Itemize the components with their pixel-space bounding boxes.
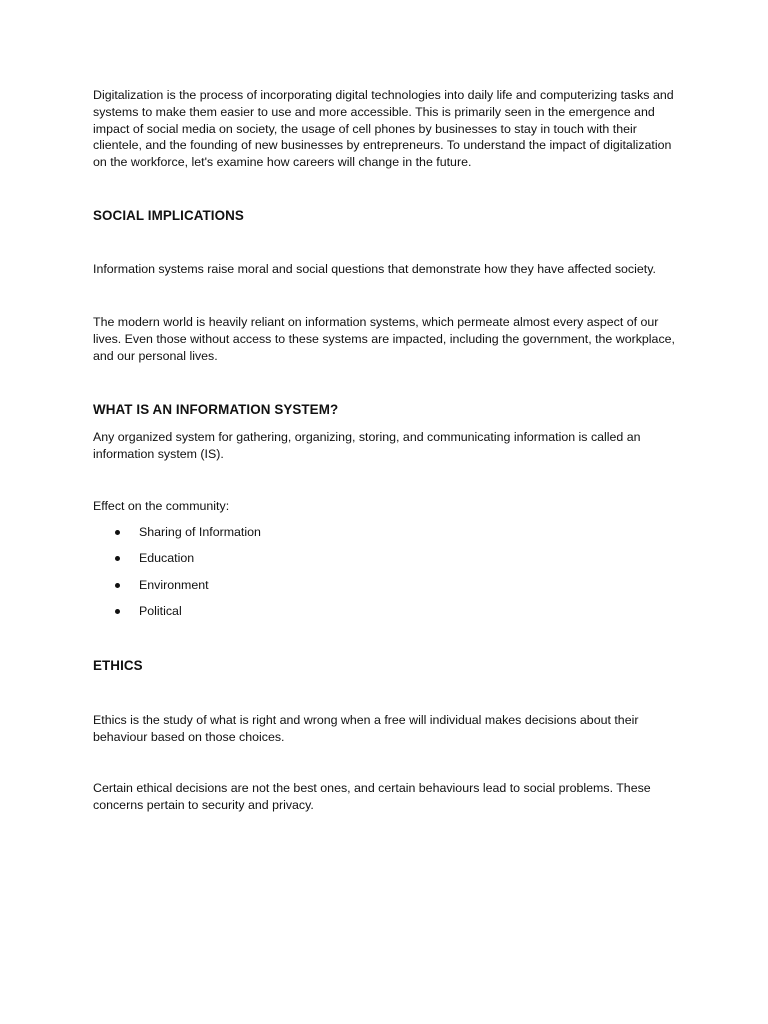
- social-implications-heading: SOCIAL IMPLICATIONS: [93, 208, 244, 223]
- ethics-heading: ETHICS: [93, 658, 143, 673]
- bullet-icon: [115, 609, 120, 614]
- list-item-label: Sharing of Information: [139, 525, 261, 539]
- effect-on-community-label: Effect on the community:: [93, 499, 230, 513]
- list-item-label: Environment: [139, 577, 209, 592]
- social-implications-paragraph-2: The modern world is heavily reliant on information systems, which permeate almost every aspect of our lives. Even those without access to these systems are impacted, including the government, the workplace, and our personal lives.: [93, 315, 675, 363]
- information-system-heading: WHAT IS AN INFORMATION SYSTEM?: [93, 402, 339, 417]
- bullet-icon: [115, 583, 120, 588]
- bullet-icon: [115, 530, 120, 535]
- list-item-label: Education: [139, 551, 195, 566]
- list-item-label: Political: [139, 604, 182, 619]
- ethics-paragraph-1: Ethics is the study of what is right and wrong when a free will individual makes decisions about their behaviour based on those choices.: [93, 713, 639, 744]
- bullet-icon: [115, 556, 120, 561]
- ethics-paragraph-2: Certain ethical decisions are not the best ones, and certain behaviours lead to social problems. These concerns pertain to security and privacy.: [93, 781, 651, 812]
- intro-paragraph: Digitalization is the process of incorporating digital technologies into daily life and computerizing tasks and systems to make them easier to use and more accessible. This is primarily seen in the emergence and impact of social media on society, the usage of cell phones by businesses to stay in touch with their clientele, and the founding of new businesses by entrepreneurs. To understand the impact of digitalization on the workforce, let's examine how careers will change in the future.: [93, 88, 674, 170]
- information-system-definition: Any organized system for gathering, organizing, storing, and communicating information is called an information system (IS).: [93, 430, 641, 461]
- social-implications-paragraph-1: Information systems raise moral and social questions that demonstrate how they have affected society.: [93, 262, 656, 276]
